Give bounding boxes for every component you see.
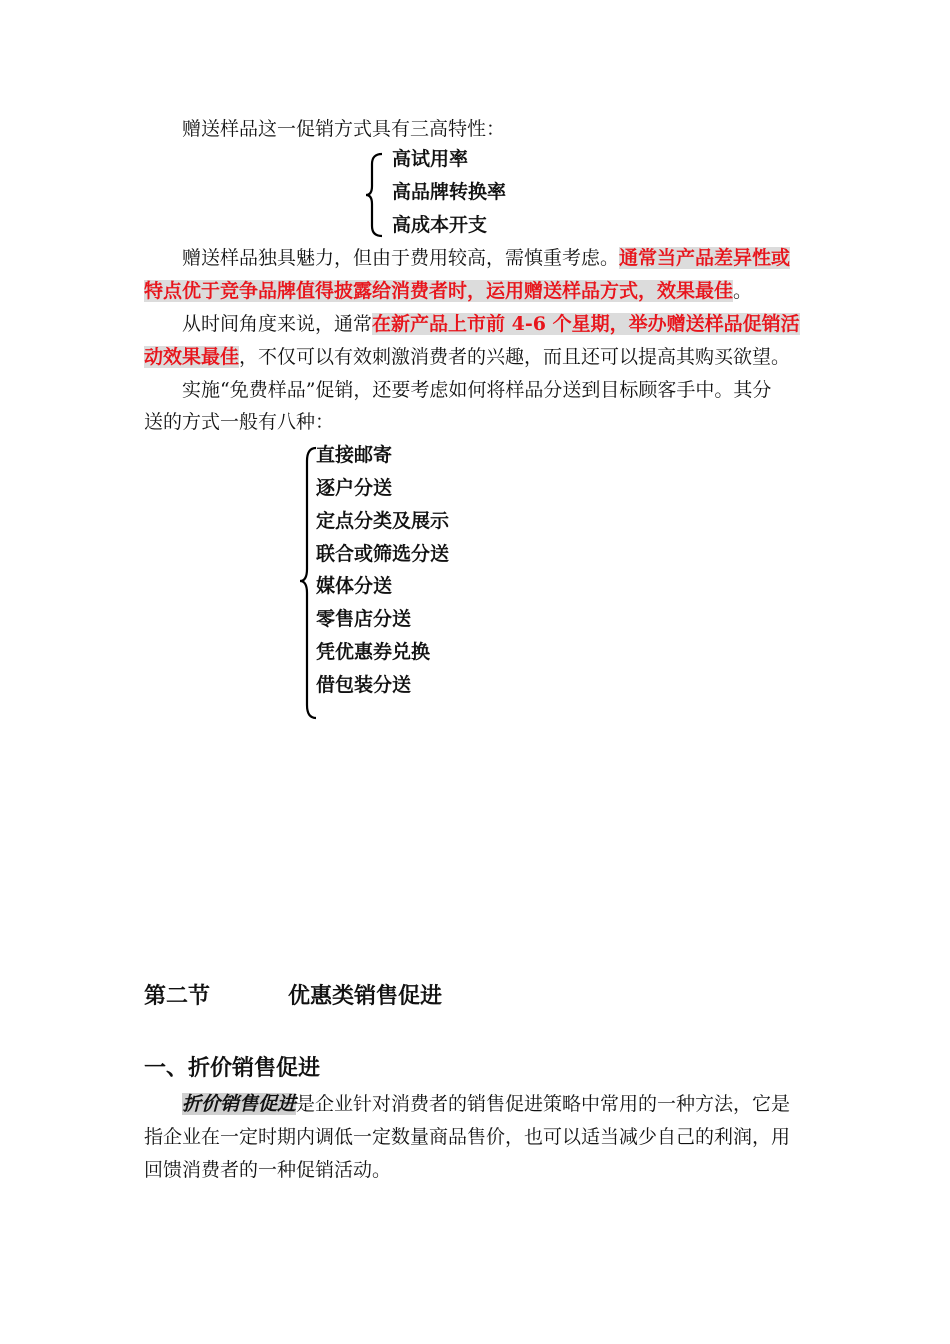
highlight-text: 在新产品上市前 4-6 个星期，举办赠送样品促销活 [372,313,800,335]
paragraph-text: 。 [733,280,753,302]
method-item: 直接邮寄 [316,444,393,466]
section2-paragraph-line-3: 回馈消费者的一种促销活动。 [144,1159,392,1181]
trait-item: 高试用率 [392,148,469,170]
intro-text: 赠送样品这一促销方式具有三高特性： [182,118,506,140]
highlight-text: 动效果最佳 [144,346,240,368]
section2-paragraph-line-2: 指企业在一定时期内调低一定数量商品售价，也可以适当减少自己的利润，用 [144,1126,791,1148]
paragraph-4-line-1: 实施“免费样品”促销，还要考虑如何将样品分送到目标顾客手中。其分 [182,379,772,401]
sub-heading: 一、折价销售促进 [144,1055,321,1081]
method-item: 媒体分送 [316,575,393,597]
section2-paragraph-line-1 [182,1089,790,1119]
method-item: 定点分类及展示 [316,510,450,532]
method-item: 凭优惠券兑换 [316,641,431,663]
method-item: 零售店分送 [316,608,412,630]
section-label: 第二节 [144,983,211,1009]
paragraph-4-line-2: 送的方式一般有八种： [144,411,335,433]
left-brace-icon [364,150,386,240]
method-item: 逐户分送 [316,477,393,499]
section-title: 优惠类销售促进 [288,983,443,1009]
paragraph-text: 从时间角度来说，通常 [182,313,373,335]
highlight-text: 通常当产品差异性或 [619,247,791,269]
highlight-text: 特点优于竞争品牌值得披露给消费者时，运用赠送样品方式，效果最佳 [144,280,734,302]
paragraph-text: ，不仅可以有效刺激消费者的兴趣，而且还可以提高其购买欲望。 [239,346,791,368]
paragraph-3-line-2 [144,342,790,372]
trait-item: 高品牌转换率 [392,181,507,203]
paragraph-2-line-1 [182,243,790,273]
term-text: 折价销售促进 [182,1093,297,1115]
method-item: 联合或筛选分送 [316,543,450,565]
paragraph-3-line-1 [182,309,800,339]
paragraph-text: 赠送样品独具魅力，但由于费用较高，需慎重考虑。 [182,247,620,269]
paragraph-text: 是企业针对消费者的销售促进策略中常用的一种方法，它是 [296,1093,791,1115]
paragraph-2-line-2 [144,276,752,306]
method-item: 借包装分送 [316,674,412,696]
trait-item: 高成本开支 [392,214,488,236]
